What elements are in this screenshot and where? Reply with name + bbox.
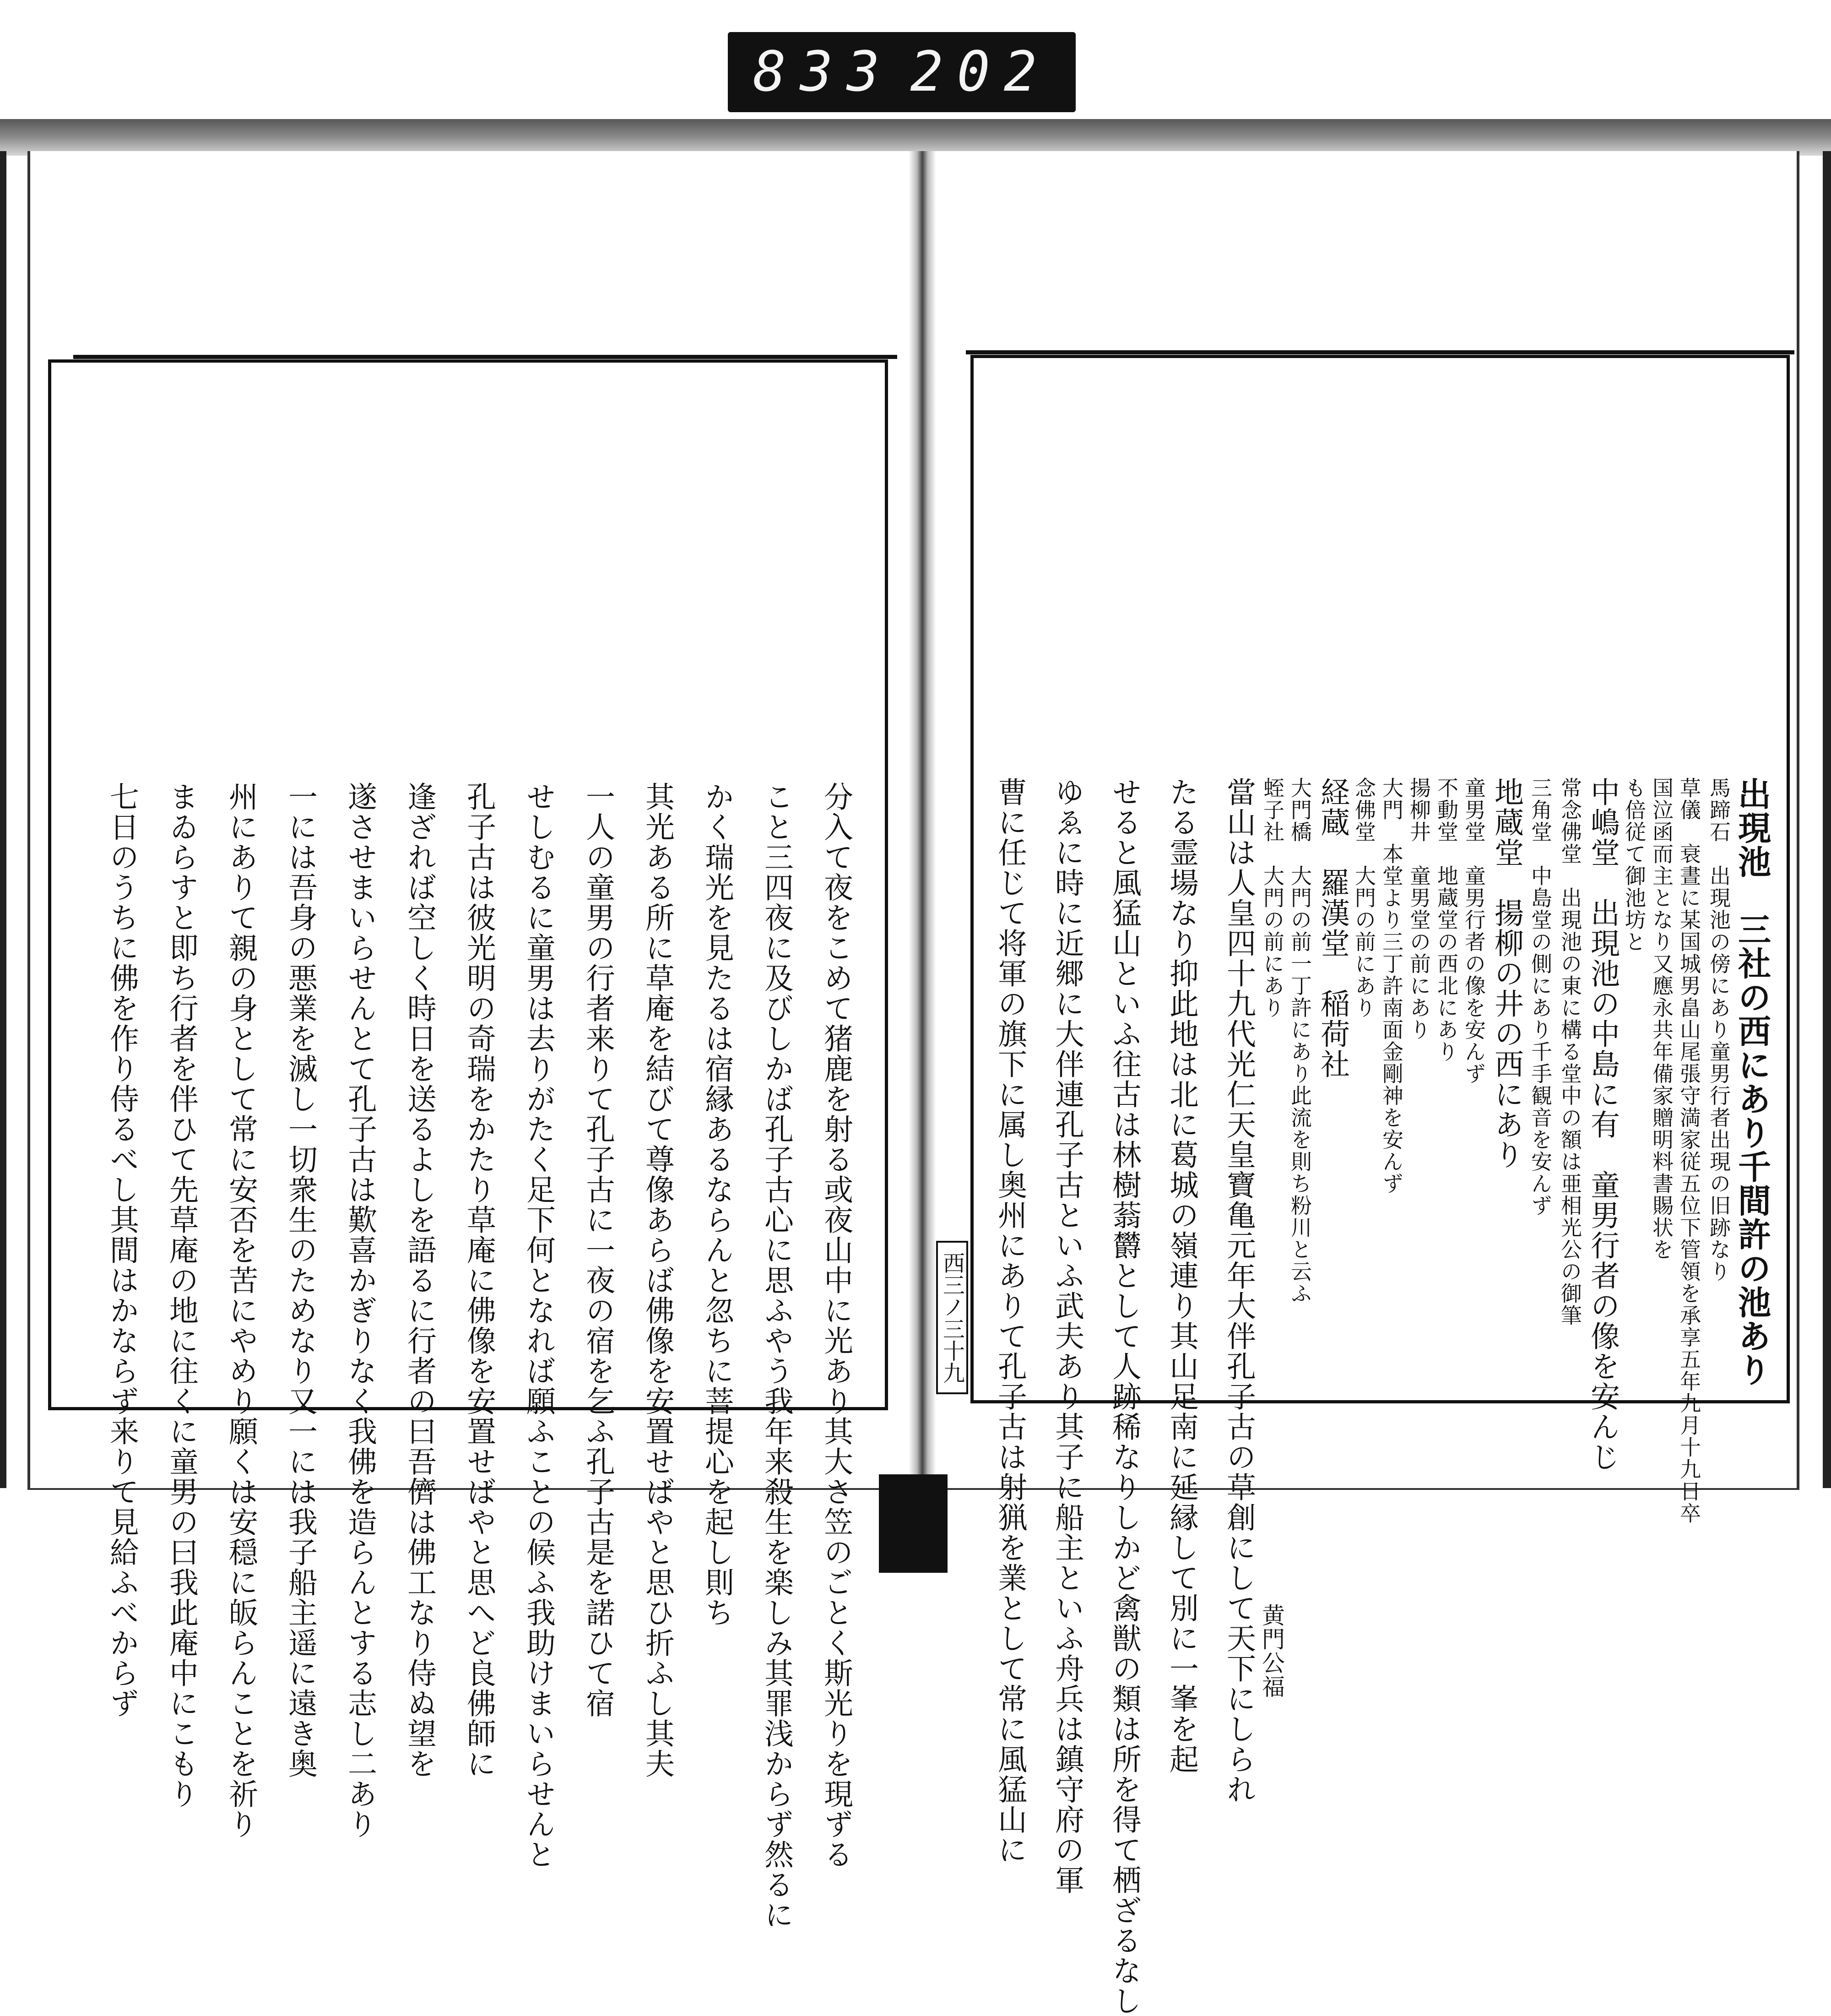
text-column: 七日のうちに佛を作り侍るべし其間はかならず来りて見給ふべからず xyxy=(105,782,139,1718)
text-column: 逢ざれば空しく時日を送るよしを語るに行者の曰吾儕は佛工なり侍ぬ望を xyxy=(402,782,436,1779)
text-column: 国泣函而主となり又應永共年備家贈明料書賜状を xyxy=(1649,777,1674,1261)
right-text-frame xyxy=(970,355,1790,2016)
reel-number-left: 833 xyxy=(753,40,894,104)
text-column: 念佛堂 大門の前にあり xyxy=(1352,777,1376,1019)
scan-reel-number xyxy=(728,32,1076,112)
text-column: 蛭子社 大門の前にあり xyxy=(1260,777,1285,1019)
text-column: 遂させまいらせんとて孔子古は歎喜かぎりなく我佛を造らんとする志し二あり xyxy=(343,782,377,1839)
text-column: ゆゑに時に近郷に大伴連孔子古といふ武夫あり其子に船主といふ舟兵は鎮守府の軍 xyxy=(1050,777,1084,1895)
text-column: 一人の童男の行者来りて孔子古に一夜の宿を乞ふ孔子古是を諾ひて宿 xyxy=(581,782,615,1718)
text-column: 孔子古は彼光明の奇瑞をかたり草庵に佛像を安置せばやと思へど良佛師に xyxy=(462,782,496,1779)
text-column: 常念佛堂 出現池の東に構る堂中の額は亜相光公の御筆 xyxy=(1558,777,1582,1326)
text-column: かく瑞光を見たるは宿縁あるならんと忽ちに菩提心を起し則ち xyxy=(700,782,734,1628)
text-column: 大門 本堂より三丁許南面金剛神を安んず xyxy=(1379,777,1404,1195)
spine-foot-shadow xyxy=(879,1474,948,1573)
text-column: 草儀 衰晝に某国城男畠山尾張守満家従五位下管領を承享五年九月十九日卒 xyxy=(1677,777,1701,1524)
left-top-rule xyxy=(73,355,897,359)
text-column: 馬蹄石 出現池の傍にあり童男行者出現の旧跡なり xyxy=(1706,777,1731,1282)
left-text-frame xyxy=(48,359,888,1930)
text-column: 揚柳井 童男堂の前にあり xyxy=(1407,777,1431,1041)
book-spine xyxy=(909,151,936,1488)
right-top-rule xyxy=(966,350,1794,354)
text-column: 大門橋 大門の前一丁許にあり此流を則ち粉川と云ふ xyxy=(1288,777,1312,1304)
text-column: 一には吾身の悪業を滅し一切衆生のためなり又一には我子船主遥に遠き奥 xyxy=(283,782,317,1779)
text-column: こと三四夜に及びしかば孔子古心に思ふやう我年来殺生を楽しみ其罪浅からず然るに xyxy=(759,782,793,1930)
binding-shadow xyxy=(0,119,1831,156)
author-credit: 黄門公福 xyxy=(1258,1603,1285,1699)
text-column: 當山は人皇四十九代光仁天皇寶亀元年大伴孔子古の草創にして天下にしられ xyxy=(1222,777,1256,1804)
text-column: 三角堂 中島堂の側にあり千手観音を安んず xyxy=(1528,777,1553,1217)
text-column: 中嶋堂 出現池の中島に有 童男行者の像を安んじ xyxy=(1586,777,1620,1472)
text-column: 童男堂 童男行者の像を安んず xyxy=(1462,777,1486,1085)
text-column: 地蔵堂 揚柳の井の西にあり xyxy=(1490,777,1523,1170)
text-column: たる霊場なり抑此地は北に葛城の嶺連り其山足南に延縁して別に一峯を起 xyxy=(1165,777,1198,1774)
text-column: も倍従て御池坊と xyxy=(1622,777,1647,953)
text-column: 分入て夜をこめて猪鹿を射る或夜山中に光あり其大さ笠のごとく斯光りを現ずる xyxy=(819,782,853,1869)
text-column: 不動堂 地蔵堂の西北にあり xyxy=(1434,777,1459,1063)
reel-number-right: 202 xyxy=(910,40,1051,104)
text-column: せしむるに童男は去りがたく足下何となれば願ふことの候ふ我助けまいらせんと xyxy=(521,782,555,1869)
book-edge-left xyxy=(0,151,6,1488)
text-column: まゐらすと即ち行者を伴ひて先草庵の地に往くに童男の曰我此庵中にこもり xyxy=(164,782,198,1809)
text-column: 曹に任じて将軍の旗下に属し奥州にありて孔子古は射猟を業として常に風猛山に xyxy=(993,777,1027,1865)
folio-number: 西三ノ三十九 xyxy=(936,1241,968,1394)
book-edge-right xyxy=(1823,151,1831,1488)
text-column: 州にありて親の身として常に安否を苦にやめり願くは安穏に皈らんことを祈り xyxy=(224,782,258,1839)
text-column: 出現池 三社の西にあり千間許の池あり xyxy=(1733,777,1771,1387)
text-column: 其光ある所に草庵を結びて尊像あらば佛像を安置せばやと思ひ折ふし其夫 xyxy=(640,782,674,1779)
text-column: せると風猛山といふ往古は林樹蓊欝として人跡稀なりしかど禽獣の類は所を得て栖ざるなし xyxy=(1107,777,1141,2016)
text-column: 経蔵 羅漢堂 稲荷社 xyxy=(1316,777,1349,1079)
